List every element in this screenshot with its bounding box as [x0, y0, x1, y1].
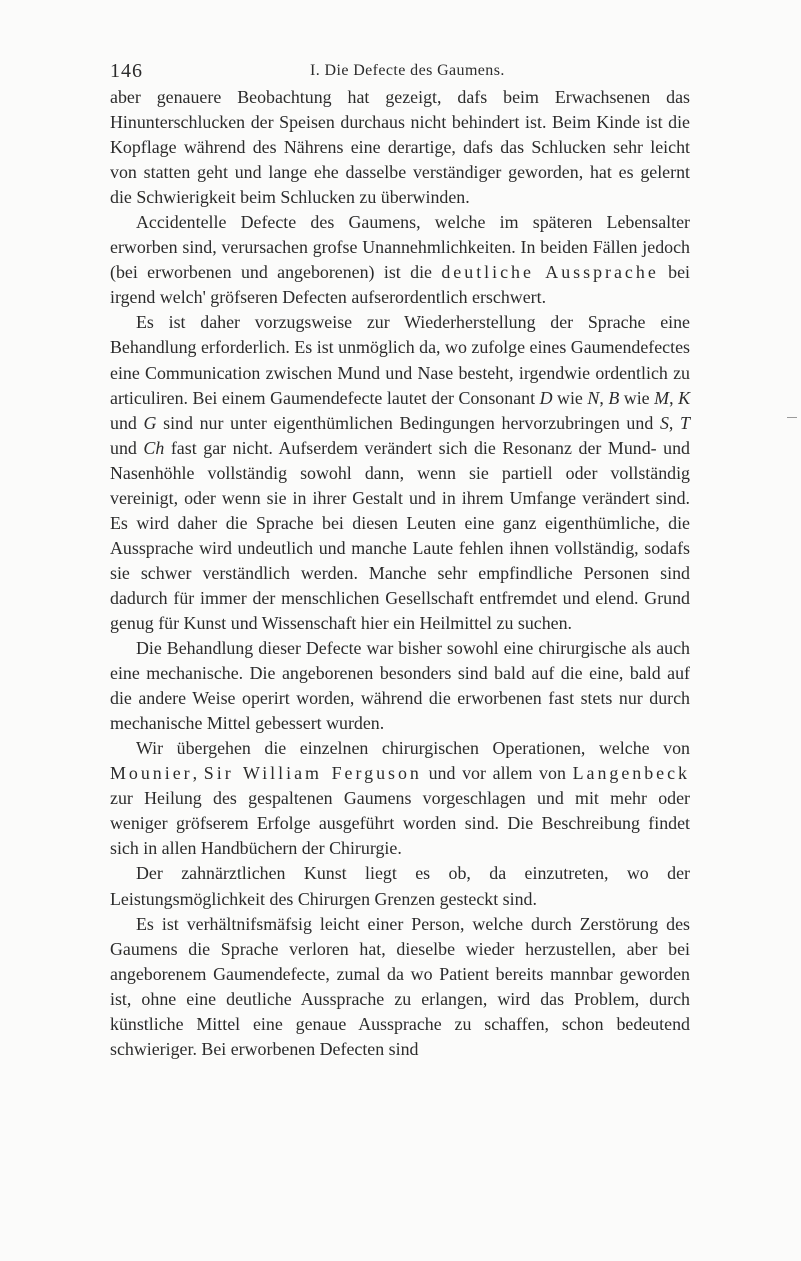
paragraph-3: Es ist daher vorzugsweise zur Wiederherstellung der Sprache eine Behandlung erforderlich. Es ist unmöglich da, wo zufolge eines Gaumendefectes eine Communication zwischen Mund und Nase besteht, irgendwie ordentlich zu articuliren. Bei einem Gaumendefecte lautet der Consonant D wie N, B wie M, K und G sind nur unter eigenthümlichen Bedingungen hervorzubringen und S, T und Ch fast gar nicht. Aufserdem verändert sich die Resonanz der Mund- und Nasenhöhle vollständig sowohl dann, wenn sie partiell oder vollständig vereinigt, oder wenn sie in ihrer Gestalt und in ihrem Umfange verändert sind. Es wird daher die Sprache bei diesen Leuten eine ganz eigenthümliche, die Aussprache wird undeutlich und manche Laute fehlen ihnen vollständig, sodafs sie schwer verständlich werden. Manche sehr empfindliche Personen sind dadurch für immer der menschlichen Gesellschaft entfremdet und elend. Grund genug für Kunst und Wissenschaft hier ein Heilmittel zu suchen. — [110, 312, 690, 633]
chapter-title: I. Die Defecte des Gaumens. — [310, 62, 505, 79]
name-ferguson: Sir William Ferguson — [203, 763, 422, 784]
name-mounier: Mounier — [110, 763, 193, 784]
body-text — [110, 85, 690, 1062]
paragraph-7: Es ist verhältnifsmäfsig leicht einer Person, welche durch Zerstörung des Gaumens die Sprache verloren hat, dieselbe wieder herzustellen, aber bei angeborenem Gaumendefecte, zumal da wo Patient bereits mannbar geworden ist, ohne eine deutliche Aussprache zu erlangen, wird das Problem, durch künstliche Mittel eine genaue Aussprache zu schaffen, schon bedeutend schwieriger. Bei erworbenen Defecten sind — [110, 913, 690, 1059]
paragraph-6: Der zahnärztlichen Kunst liegt es ob, da einzutreten, wo der Leistungsmöglichkeit des Chirurgen Grenzen gesteckt sind. — [110, 863, 690, 909]
paragraph-2: Accidentelle Defecte des Gaumens, welche im späteren Lebensalter erworben sind, verursachen grofse Unannehmlichkeiten. In beiden Fällen jedoch (bei erworbenen und angeborenen) ist die deutliche Aussprache bei irgend welch' gröfseren Defecten aufserordentlich erschwert. — [110, 212, 690, 308]
emphasis-deutliche-aussprache: deutliche Aussprache — [441, 262, 659, 283]
paragraph-1: aber genauere Beobachtung hat gezeigt, dafs beim Erwachsenen das Hinunterschlucken der Speisen durchaus nicht behindert ist. Beim Kinde ist die Kopflage während des Nährens eine derartige, dafs das Schlucken sehr leicht von statten geht und lange ehe dasselbe verständiger geworden, hat es gelernt die Schwierigkeit beim Schlucken zu überwinden. — [110, 87, 690, 208]
paragraph-4: Die Behandlung dieser Defecte war bisher sowohl eine chirurgische als auch eine mechanische. Die angeborenen besonders sind bald auf die eine, bald auf die andere Weise operirt worden, während die erworbenen fast stets nur durch mechanische Mittel gebessert wurden. — [110, 638, 690, 734]
margin-mark — [787, 417, 797, 418]
page-number: 146 — [110, 60, 143, 82]
name-langenbeck: Langenbeck — [572, 763, 690, 784]
paragraph-5: Wir übergehen die einzelnen chirurgischen Operationen, welche von Mounier, Sir William Ferguson und vor allem von Langenbeck zur Heilung des gespaltenen Gaumens vorgeschlagen und mit mehr oder weniger gröfserem Erfolge ausgeführt worden sind. Die Beschreibung findet sich in allen Handbüchern der Chirurgie. — [110, 738, 690, 859]
